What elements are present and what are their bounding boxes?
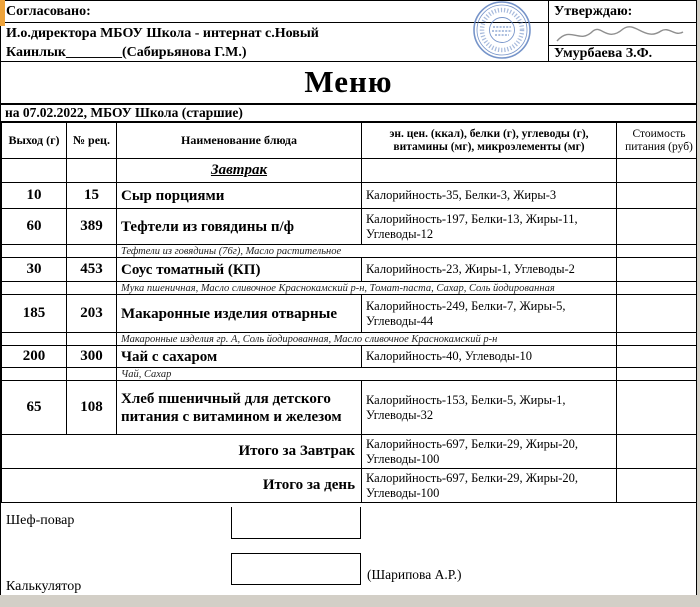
cell-rec: 15: [67, 183, 117, 209]
cell-cost: [617, 381, 700, 435]
table-row: [2, 209, 700, 245]
ingredients-row: [2, 282, 700, 295]
cell-rec: 300: [67, 346, 117, 368]
total-breakfast-nutrition: Калорийность-697, Белки-29, Жиры-20, Углеводы-100: [362, 435, 617, 469]
cell-out: 60: [2, 209, 67, 245]
cell-ingredients: Мука пшеничная, Масло сливочное Краснокамский р-н, Томат-паста, Сахар, Соль йодированная: [117, 282, 617, 295]
ingredients-row: [2, 245, 700, 258]
bottom-gutter: [0, 595, 700, 607]
cell-out: 185: [2, 295, 67, 333]
cell-dish: Чай с сахаром: [117, 346, 362, 368]
cell-ingredients: Тефтели из говядины (76г), Масло растительное: [117, 245, 617, 258]
table-row: [2, 381, 700, 435]
cell-dish: Тефтели из говядины п/ф: [117, 209, 362, 245]
calculator-label: Калькулятор: [6, 579, 82, 594]
col-header-dish: Наименование блюда: [117, 123, 362, 159]
signature-area: [549, 23, 696, 46]
cell-nutrition: Калорийность-23, Жиры-1, Углеводы-2: [362, 258, 617, 282]
section-label: Завтрак: [117, 159, 362, 183]
cell-cost: [617, 209, 700, 245]
total-day-label: Итого за день: [2, 469, 362, 503]
cell-dish: Соус томатный (КП): [117, 258, 362, 282]
approver-name: Умурбаева З.Ф.: [554, 46, 653, 61]
cell-nutrition: Калорийность-249, Белки-7, Жиры-5, Углеводы-44: [362, 295, 617, 333]
cell-dish: Макаронные изделия отварные: [117, 295, 362, 333]
ingredients-row: [2, 333, 700, 346]
calculator-signature-box: [231, 553, 361, 585]
cell-out: 200: [2, 346, 67, 368]
col-header-out: Выход (г): [2, 123, 67, 159]
chef-signature-box: [231, 507, 361, 539]
page-title: Меню: [304, 64, 393, 99]
cell-out: 30: [2, 258, 67, 282]
director-line-1: И.о.директора МБОУ Школа - интернат с.Новый: [6, 26, 319, 41]
cell-dish: Хлеб пшеничный для детского питания с витамином и железом: [117, 381, 362, 435]
ingredients-row: [2, 368, 700, 381]
cell-dish: Сыр порциями: [117, 183, 362, 209]
approval-header: [1, 0, 696, 62]
cell-out: 65: [2, 381, 67, 435]
total-row-day: [2, 469, 700, 503]
header-row: [2, 123, 700, 159]
cell-ingredients: Макаронные изделия гр. А, Соль йодированная, Масло сливочное Краснокамский р-н: [117, 333, 617, 346]
menu-date-subtitle: на 07.02.2022, МБОУ Школа (старшие): [1, 103, 696, 122]
cell-rec: 203: [67, 295, 117, 333]
cell-out: 10: [2, 183, 67, 209]
col-header-nutrition: эн. цен. (ккал), белки (г), углеводы (г), витамины (мг), микроэлементы (мг): [362, 123, 617, 159]
cell-cost: [617, 183, 700, 209]
table-row: [2, 346, 700, 368]
table-row: [2, 295, 700, 333]
approval-right: [549, 1, 696, 61]
signature-name: (Шарипова А.Р.): [367, 567, 462, 582]
cell-cost: [617, 346, 700, 368]
signatures-footer: [1, 503, 696, 596]
cell-nutrition: Калорийность-153, Белки-5, Жиры-1, Углеводы-32: [362, 381, 617, 435]
agreed-label: Согласовано:: [1, 1, 548, 23]
table-row: [2, 183, 700, 209]
cell-nutrition: Калорийность-40, Углеводы-10: [362, 346, 617, 368]
menu-table: [1, 122, 700, 503]
chef-label: Шеф-повар: [6, 513, 75, 528]
director-line-2: Каинлык________(Сабирьянова Г.М.): [6, 45, 247, 60]
approve-label: Утверждаю:: [549, 1, 696, 23]
table-row: [2, 258, 700, 282]
cell-cost: [617, 258, 700, 282]
cell-nutrition: Калорийность-35, Белки-3, Жиры-3: [362, 183, 617, 209]
director-lines: [1, 23, 548, 62]
cell-rec: 453: [67, 258, 117, 282]
cell-rec: 108: [67, 381, 117, 435]
total-breakfast-label: Итого за Завтрак: [2, 435, 362, 469]
col-header-cost: Стоимость питания (руб): [617, 123, 700, 159]
total-day-nutrition: Калорийность-697, Белки-29, Жиры-20, Углеводы-100: [362, 469, 617, 503]
handwritten-signature-icon: [549, 23, 689, 46]
total-row-breakfast: [2, 435, 700, 469]
approval-left: [1, 1, 549, 61]
cell-cost: [617, 295, 700, 333]
col-header-rec: № рец.: [67, 123, 117, 159]
left-edge-marker: [0, 0, 5, 26]
cell-ingredients: Чай, Сахар: [117, 368, 617, 381]
section-row: [2, 159, 700, 183]
cell-rec: 389: [67, 209, 117, 245]
cell-nutrition: Калорийность-197, Белки-13, Жиры-11, Углеводы-12: [362, 209, 617, 245]
